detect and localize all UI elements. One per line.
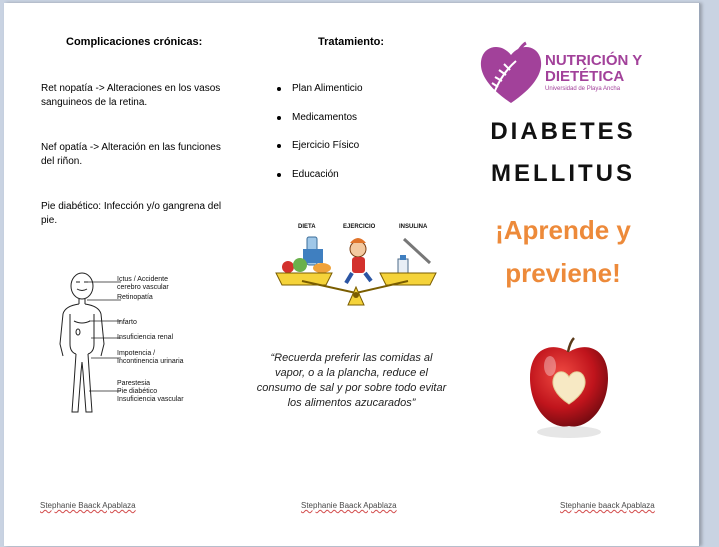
scale-label-dieta: DIETA	[298, 224, 316, 230]
label-ictus: Ictus / Accidente	[117, 276, 168, 283]
slogan-line-1: ¡Aprende y	[495, 215, 631, 245]
label-vascular: Insuficiencia vascular	[117, 396, 184, 403]
logo-line-1: NUTRICIÓN Y	[545, 52, 643, 69]
label-incontinencia: Incontinencia urinaria	[117, 358, 184, 365]
label-parestesia: Parestesia	[117, 380, 151, 387]
complication-item: Ret nopatía -> Alteraciones en los vasos sanguineos de la retina.	[41, 83, 221, 108]
scale-label-insulina: INSULINA	[399, 224, 428, 230]
treatment-heading: Tratamiento:	[318, 36, 385, 48]
complications-heading: Complicaciones crónicas:	[66, 36, 203, 48]
complication-item: Nef opatía -> Alteración en las funciones del riñon.	[41, 142, 221, 167]
footer-author-left: Stephanie Baack Apablaza	[40, 501, 136, 510]
footer-author-right: Stephanie baack Apablaza	[560, 501, 655, 510]
treatment-list	[276, 81, 363, 196]
advice-quote: “Recuerda preferir las comidas al vapor, o a la plancha, reduce el consumo de sal y por sobre todo evitar los alimentos azucarados”	[256, 352, 447, 409]
slogan-line-2: previene!	[505, 258, 621, 288]
label-ictus-2: cerebro vascular	[117, 284, 169, 291]
list-item: Medicamentos	[276, 110, 363, 139]
title-line-2: MELLITUS	[491, 160, 635, 187]
balance-scale-illustration	[272, 221, 442, 311]
scale-label-ejercicio: EJERCICIO	[343, 224, 376, 230]
brochure-page	[4, 3, 700, 546]
label-infarto: Infarto	[117, 319, 137, 326]
list-item: Plan Alimenticio	[276, 81, 363, 110]
list-item: Educación	[276, 167, 363, 196]
footer-author-middle: Stephanie Baack Apablaza	[301, 501, 397, 510]
scale-drawing	[272, 229, 442, 311]
logo-subtitle: Universidad de Playa Ancha	[545, 86, 621, 92]
logo-heart-icon	[476, 39, 546, 109]
complication-item: Pie diabético: Infección y/o gangrena del pie.	[41, 201, 222, 226]
apple-heart-image	[524, 336, 614, 446]
title-line-1: DIABETES	[490, 118, 636, 145]
body-labels	[117, 276, 184, 404]
label-renal: Insuficiencia renal	[117, 334, 174, 341]
label-pie: Pie diabético	[117, 388, 158, 395]
list-item: Ejercicio Físico	[276, 138, 363, 167]
label-retinopatia: Retinopatía	[117, 294, 153, 301]
label-impotencia: Impotencia /	[117, 350, 156, 357]
logo-line-2: DIETÉTICA	[545, 68, 625, 85]
